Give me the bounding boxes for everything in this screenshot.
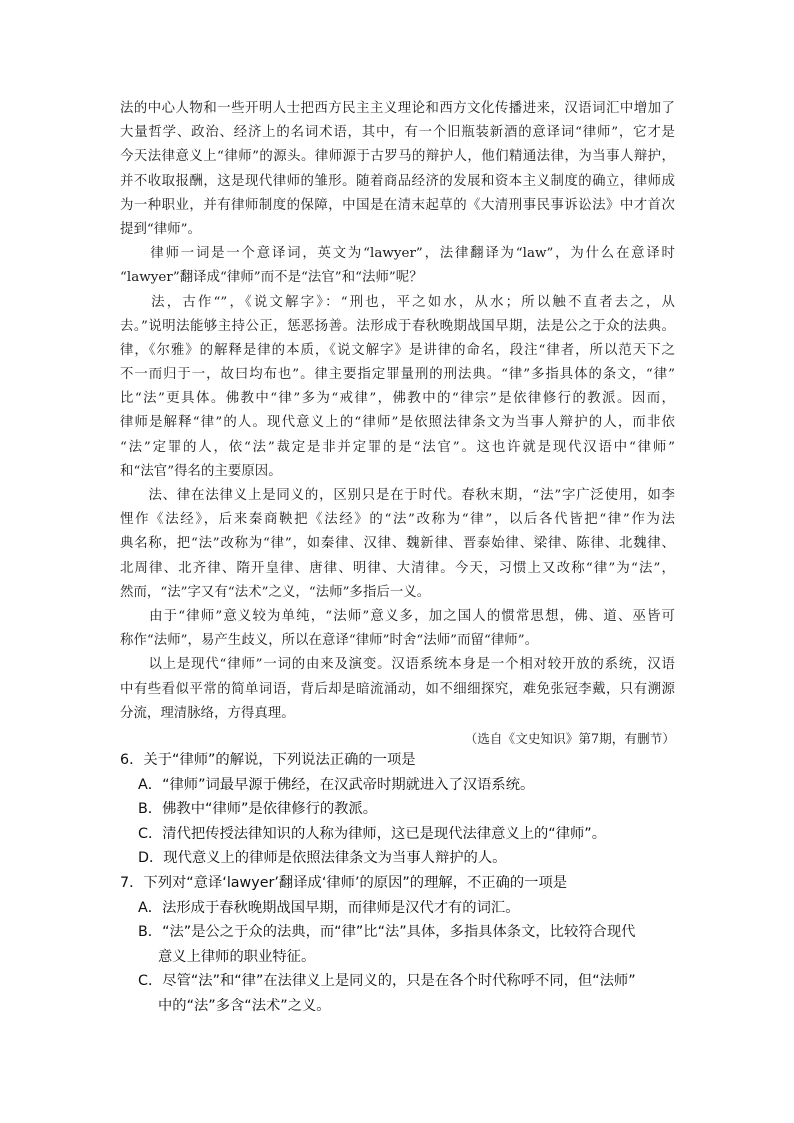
passage-line: 法的中心人物和一些开明人士把西方民主主义理论和西方文化传播进来，汉语词汇中增加了	[120, 101, 675, 116]
question-6-option-a: A．“律师”词最早源于佛经，在汉武帝时期就进入了汉语系统。	[138, 776, 535, 793]
passage-line: 律师是解释“律”的人。现代意义上的“律师”是依照法律条文为当事人辩护的人，而非依	[120, 415, 675, 431]
question-section	[120, 748, 680, 1019]
question-6-option-c: C．清代把传授法律知识的人称为律师，这已是现代法律意义上的“律师”。	[138, 825, 606, 842]
passage-line: 大量哲学、政治、经济上的名词术语，其中，有一个旧瓶装新酒的意译词“律师”，它才是	[120, 125, 675, 141]
question-7-option-a: A．法形成于春秋晚期战国早期，而律师是汉代才有的词汇。	[138, 899, 520, 916]
passage-line: 为一种职业，并有律师制度的保障，中国是在清末起草的《大清刑事民事诉讼法》中才首次	[120, 197, 675, 213]
passage-line: 不一而归于一，故曰均布也”。律主要指定罪量刑的刑法典。“律”多指具体的条文，“律”	[120, 367, 675, 383]
passage-line: 今天法律意义上“律师”的源头。律师源于古罗马的辩护人，他们精通法律，为当事人辩护，	[120, 149, 675, 165]
source-citation: （选自《文史知识》第7期，有删节）	[464, 730, 675, 746]
question-7-stem: 7．下列对“意译‘lawyer’翻译成‘律师’的原因”的理解，不正确的一项是	[120, 874, 568, 891]
passage-line: 比“法”更具体。佛教中“律”多为“戒律”，佛教中的“律宗”是依律修行的教派。因而，	[120, 391, 675, 407]
passage-line: 由于“律师”意义较为单纯，“法师”意义多，加之国人的惯常思想，佛、道、巫皆可	[120, 608, 675, 624]
passage-line: 然而，“法”字又有“法术”之义，“法师”多指后一义。	[120, 584, 431, 600]
question-7-option-b-continued: 意义上律师的职业特征。	[158, 948, 316, 965]
question-6-option-b: B．佛教中“律师”是依律修行的教派。	[138, 801, 378, 818]
passage-line: 中有些看似平常的简单词语，背后却是暗流涌动，如不细细探究，难免张冠李戴，只有溯源	[120, 681, 675, 697]
passage-line: 分流，理清脉络，方得真理。	[120, 705, 295, 721]
passage-line: 北周律、北齐律、隋开皇律、唐律、明律、大清律。今天，习惯上又改称“律”为“法”，	[120, 560, 675, 576]
passage-line: 去。”说明法能够主持公正，惩恶扬善。法形成于春秋晚期战国早期，法是公之于众的法典。	[120, 318, 675, 334]
passage-line: “lawyer”翻译成“律师”而不是“法官”和“法师”呢？	[120, 270, 423, 286]
passage-line: 称作“法师”，易产生歧义，所以在意译“律师”时舍“法师”而留“律师”。	[120, 633, 539, 649]
passage-line: 和“法官”得名的主要原因。	[120, 463, 282, 479]
question-7-option-b: B．“法”是公之于众的法典，而“律”比“法”具体，多指具体条文，比较符合现代	[138, 924, 636, 941]
question-7-option-c-continued: 中的“法”多含“法术”之义。	[158, 997, 331, 1014]
question-6-stem: 6．关于“律师”的解说，下列说法正确的一项是	[120, 752, 416, 768]
passage-line: 律师一词是一个意译词，英文为“lawyer”，法律翻译为“law”，为什么在意译时	[120, 246, 675, 262]
passage-line: 典名称，把“法”改称为“律”，如秦律、汉律、魏新律、晋泰始律、梁律、陈律、北魏律、	[120, 536, 675, 552]
passage-line: 律，《尔雅》的解释是律的本质，《说文解字》是讲律的命名，段注“律者，所以范天下之	[120, 342, 675, 358]
passage-line: 以上是现代“律师”一词的由来及演变。汉语系统本身是一个相对较开放的系统，汉语	[120, 657, 675, 673]
passage-line: 悝作《法经》，后来秦商鞅把《法经》的“法”改称为“律”，以后各代皆把“律”作为法	[120, 512, 675, 528]
passage-line: 提到“律师”。	[120, 221, 201, 237]
passage-line: “法”定罪的人，依“法”裁定是非并定罪的是“法官”。这也许就是现代汉语中“律师”	[120, 439, 675, 455]
passage-line: 并不收取报酬，这是现代律师的雏形。随着商品经济的发展和资本主义制度的确立，律师成	[120, 173, 675, 189]
question-6-option-d: D．现代意义上的律师是依照法律条文为当事人辩护的人。	[138, 850, 507, 867]
passage-line: 法，古作“”，《说文解字》：“刑也，平之如水，从水；所以触不直者去之，从	[120, 294, 675, 310]
reading-passage	[120, 97, 675, 751]
passage-line: 法、律在法律义上是同义的，区别只是在于时代。春秋末期，“法”字广泛使用，如李	[120, 488, 675, 503]
question-7-option-c: C．尽管“法”和“律”在法律义上是同义的，只是在各个时代称呼不同，但“法师”	[138, 973, 636, 990]
